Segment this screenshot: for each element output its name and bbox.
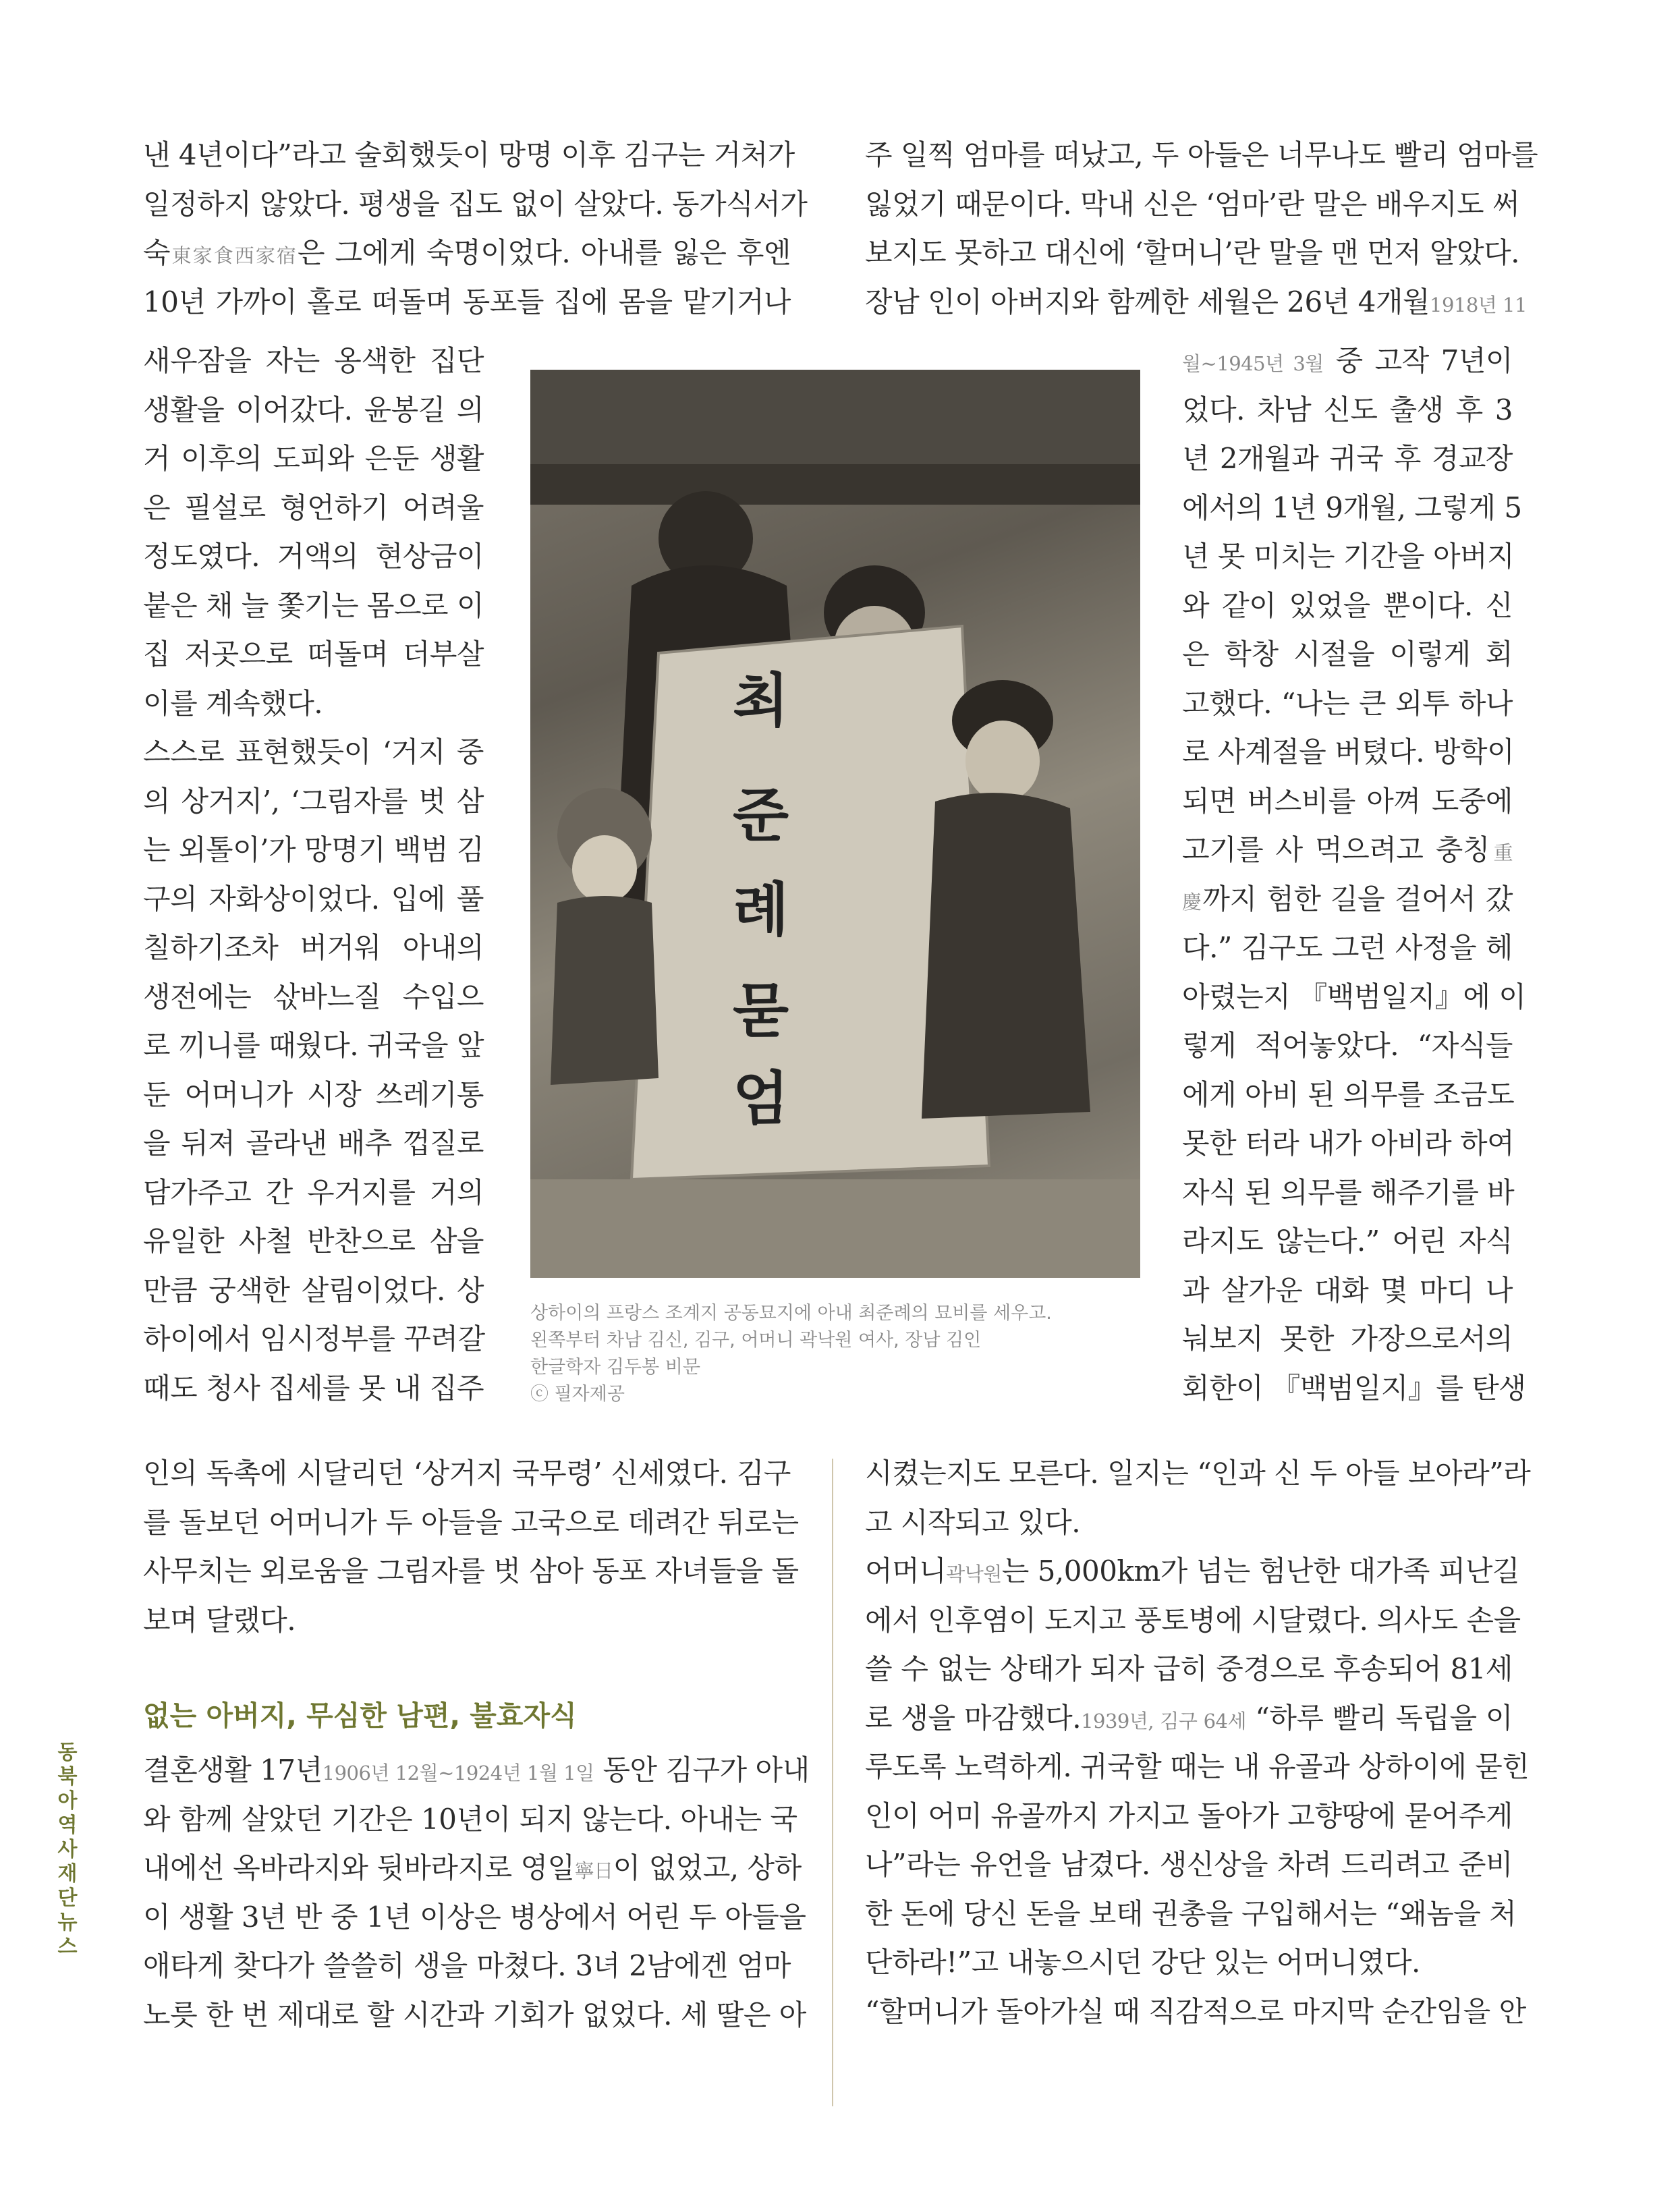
text-line: 애타게 찾다가 쓸쓸히 생을 마쳤다. 3녀 2남에겐 엄마 — [143, 1949, 791, 1982]
text-line: 쓸 수 없는 상태가 되자 급히 중경으로 후송되어 81세 — [865, 1652, 1513, 1685]
text-line: 루도록 노력하게. 귀국할 때는 내 유골과 상하이에 묻힌 — [865, 1750, 1530, 1783]
text-line: 장남 인이 아버지와 함께한 세월은 26년 4개월1918년 11 — [865, 285, 1527, 318]
text-line: 에서의 1년 9개월, 그렇게 5 — [1182, 490, 1522, 524]
text-line: 사무치는 외로움을 그림자를 벗 삼아 동포 자녀들을 돌 — [143, 1554, 799, 1587]
text-line: 렇게 적어놓았다. “자식들 — [1182, 1029, 1513, 1062]
text-line: 못한 터라 내가 아비라 하여 — [1182, 1127, 1515, 1160]
text-line: “할머니가 돌아가실 때 직감적으로 마지막 순간임을 안 — [865, 1994, 1526, 2028]
text-line: 에서 인후염이 도지고 풍토병에 시달렸다. 의사도 손을 — [865, 1603, 1521, 1637]
stone-title-char-4: 묻 — [733, 978, 789, 1045]
text-line: 생활을 이어갔다. 윤봉길 의 — [143, 393, 484, 426]
inline-annotation: 월~1945년 3월 — [1182, 352, 1324, 375]
text-line: 내에선 옥바라지와 뒷바라지로 영일寧日이 없었고, 상하 — [143, 1851, 802, 1884]
text-line: 년 못 미치는 기간을 아버지 — [1182, 540, 1515, 573]
text-line: 숙東家食西家宿은 그에게 숙명이었다. 아내를 잃은 후엔 — [143, 236, 791, 269]
text-line: 회한이 『백범일지』를 탄생 — [1182, 1371, 1526, 1405]
text-line: 와 함께 살았던 기간은 10년이 되지 않는다. 아내는 국 — [143, 1802, 797, 1836]
text-line: 10년 가까이 홀로 떠돌며 동포들 집에 몸을 맡기거나 — [143, 285, 791, 318]
text-line: 구의 자화상이었다. 입에 풀 — [143, 882, 484, 916]
text-line: 인이 어미 유골까지 가지고 돌아가 고향땅에 묻어주게 — [865, 1799, 1513, 1832]
text-line: 보며 달랬다. — [143, 1603, 296, 1637]
text-line: 눠보지 못한 가장으로서의 — [1182, 1322, 1513, 1355]
inline-annotation: 1918년 11 — [1430, 293, 1527, 316]
photo-illustration — [530, 370, 1140, 1278]
text-line: 고했다. “나는 큰 외투 하나 — [1182, 686, 1513, 720]
text-line: 慶까지 험한 길을 걸어서 갔 — [1182, 882, 1513, 916]
text-line: 년 2개월과 귀국 후 경교장 — [1182, 442, 1513, 475]
caption-line-2: 왼쪽부터 차남 김신, 김구, 어머니 곽낙원 여사, 장남 김인 — [530, 1330, 982, 1351]
text-line: 었다. 차남 신도 출생 후 3 — [1182, 393, 1513, 426]
text-line: 결혼생활 17년1906년 12월~1924년 1월 1일 동안 김구가 아내 — [143, 1753, 810, 1787]
text-line: 인의 독촉에 시달리던 ‘상거지 국무령’ 신세였다. 김구 — [143, 1457, 791, 1490]
text-line: 은 학창 시절을 이렇게 회 — [1182, 638, 1513, 671]
text-line: 단하라!”고 내놓으시던 강단 있는 어머니였다. — [865, 1946, 1420, 1979]
text-line: 잃었기 때문이다. 막내 신은 ‘엄마’란 말은 배우지도 써 — [865, 187, 1520, 221]
stone-title-char-3: 례 — [733, 876, 789, 944]
text-line: 낸 4년이다”라고 술회했듯이 망명 이후 김구는 거처가 — [143, 138, 795, 171]
text-line: 하이에서 임시정부를 꾸려갈 — [143, 1322, 485, 1355]
inline-annotation: 慶 — [1182, 890, 1203, 914]
inline-annotation: 1939년, 김구 64세 — [1081, 1709, 1247, 1733]
text-line: 집 저곳으로 떠돌며 더부살 — [143, 638, 484, 671]
stone-title-char-1: 최 — [733, 667, 789, 735]
text-line: 의 상거지’, ‘그림자를 벗 삼 — [143, 784, 484, 818]
inline-annotation: 東家食西家宿 — [170, 244, 298, 267]
inline-annotation: 1906년 12월~1924년 1월 1일 — [322, 1762, 594, 1784]
text-line: 과 살가운 대화 몇 마디 나 — [1182, 1273, 1513, 1307]
text-line: 는 외톨이’가 망명기 백범 김 — [143, 833, 484, 866]
text-line: 고기를 사 먹으려고 충칭重 — [1182, 833, 1513, 866]
text-line: 유일한 사철 반찬으로 삼을 — [143, 1225, 484, 1258]
section-heading: 없는 아버지, 무심한 남편, 불효자식 — [143, 1699, 577, 1732]
text-line: 노릇 한 번 제대로 할 시간과 기회가 없었다. 세 딸은 아 — [143, 1998, 806, 2031]
text-line: 스스로 표현했듯이 ‘거지 중 — [143, 735, 484, 768]
text-line: 에게 아비 된 의무를 조금도 — [1182, 1077, 1515, 1111]
text-line: 이를 계속했다. — [143, 686, 323, 720]
sidebar-publication-label: 동북아역사재단 뉴스 — [57, 1741, 78, 1959]
text-line: 이 생활 3년 반 중 1년 이상은 병상에서 어린 두 아들을 — [143, 1900, 806, 1934]
text-line: 아렸는지 『백범일지』에 이 — [1182, 980, 1526, 1013]
text-line: 나”라는 유언을 남겼다. 생신상을 차려 드리려고 준비 — [865, 1848, 1513, 1881]
text-line: 은 필설로 형언하기 어려울 — [143, 490, 484, 524]
text-line: 거 이후의 도피와 은둔 생활 — [143, 442, 484, 475]
inline-annotation: 重 — [1489, 841, 1513, 864]
text-line: 자식 된 의무를 해주기를 바 — [1182, 1175, 1515, 1209]
text-line: 담가주고 간 우거지를 거의 — [143, 1175, 484, 1209]
text-line: 주 일찍 엄마를 떠났고, 두 아들은 너무나도 빨리 엄마를 — [865, 138, 1538, 171]
text-line: 로 생을 마감했다.1939년, 김구 64세 “하루 빨리 독립을 이 — [865, 1701, 1513, 1735]
inline-annotation: 곽낙원 — [946, 1563, 1002, 1585]
text-line: 둔 어머니가 시장 쓰레기통 — [143, 1077, 484, 1111]
text-line: 을 뒤져 골라낸 배추 껍질로 — [143, 1127, 484, 1160]
caption-credit: ⓒ 필자제공 — [530, 1384, 625, 1405]
text-line: 생전에는 삯바느질 수입으 — [143, 980, 484, 1013]
text-line: 새우잠을 자는 옹색한 집단 — [143, 344, 484, 377]
text-line: 만큼 궁색한 살림이었다. 상 — [143, 1273, 484, 1307]
text-line: 되면 버스비를 아껴 도중에 — [1182, 784, 1513, 818]
text-line: 어머니곽낙원는 5,000km가 넘는 험난한 대가족 피난길 — [865, 1554, 1519, 1587]
caption-line-3: 한글학자 김두봉 비문 — [530, 1357, 700, 1378]
text-line: 시켰는지도 모른다. 일지는 “인과 신 두 아들 보아라”라 — [865, 1457, 1531, 1490]
column-divider — [832, 1459, 833, 2106]
text-line: 다.” 김구도 그런 사정을 헤 — [1182, 931, 1513, 964]
stone-title-char-2: 준 — [733, 782, 789, 849]
text-line: 정도였다. 거액의 현상금이 — [143, 540, 484, 573]
inline-annotation: 寧日 — [574, 1859, 613, 1882]
text-line: 월~1945년 3월 중 고작 7년이 — [1182, 344, 1513, 377]
text-line: 붙은 채 늘 쫓기는 몸으로 이 — [143, 588, 484, 622]
text-line: 한 돈에 당신 돈을 보태 권총을 구입해서는 “왜놈을 처 — [865, 1896, 1517, 1930]
text-line: 라지도 않는다.” 어린 자식 — [1182, 1225, 1513, 1258]
photo-caption — [530, 1300, 1140, 1408]
text-line: 로 사계절을 버텼다. 방학이 — [1182, 735, 1515, 768]
caption-line-1: 상하이의 프랑스 조계지 공동묘지에 아내 최준례의 묘비를 세우고. — [530, 1303, 1052, 1324]
stone-title-char-5: 엄 — [733, 1065, 789, 1133]
text-line: 고 시작되고 있다. — [865, 1505, 1081, 1539]
historical-photo — [530, 370, 1140, 1278]
text-line: 를 돌보던 어머니가 두 아들을 고국으로 데려간 뒤로는 — [143, 1505, 799, 1539]
text-line: 로 끼니를 때웠다. 귀국을 앞 — [143, 1029, 484, 1062]
text-line: 일정하지 않았다. 평생을 집도 없이 살았다. 동가식서가 — [143, 187, 808, 221]
text-line: 와 같이 있었을 뿐이다. 신 — [1182, 588, 1513, 622]
text-line: 보지도 못하고 대신에 ‘할머니’란 말을 맨 먼저 알았다. — [865, 236, 1520, 269]
text-line: 칠하기조차 버거워 아내의 — [143, 931, 484, 964]
text-line: 때도 청사 집세를 못 내 집주 — [143, 1371, 484, 1405]
